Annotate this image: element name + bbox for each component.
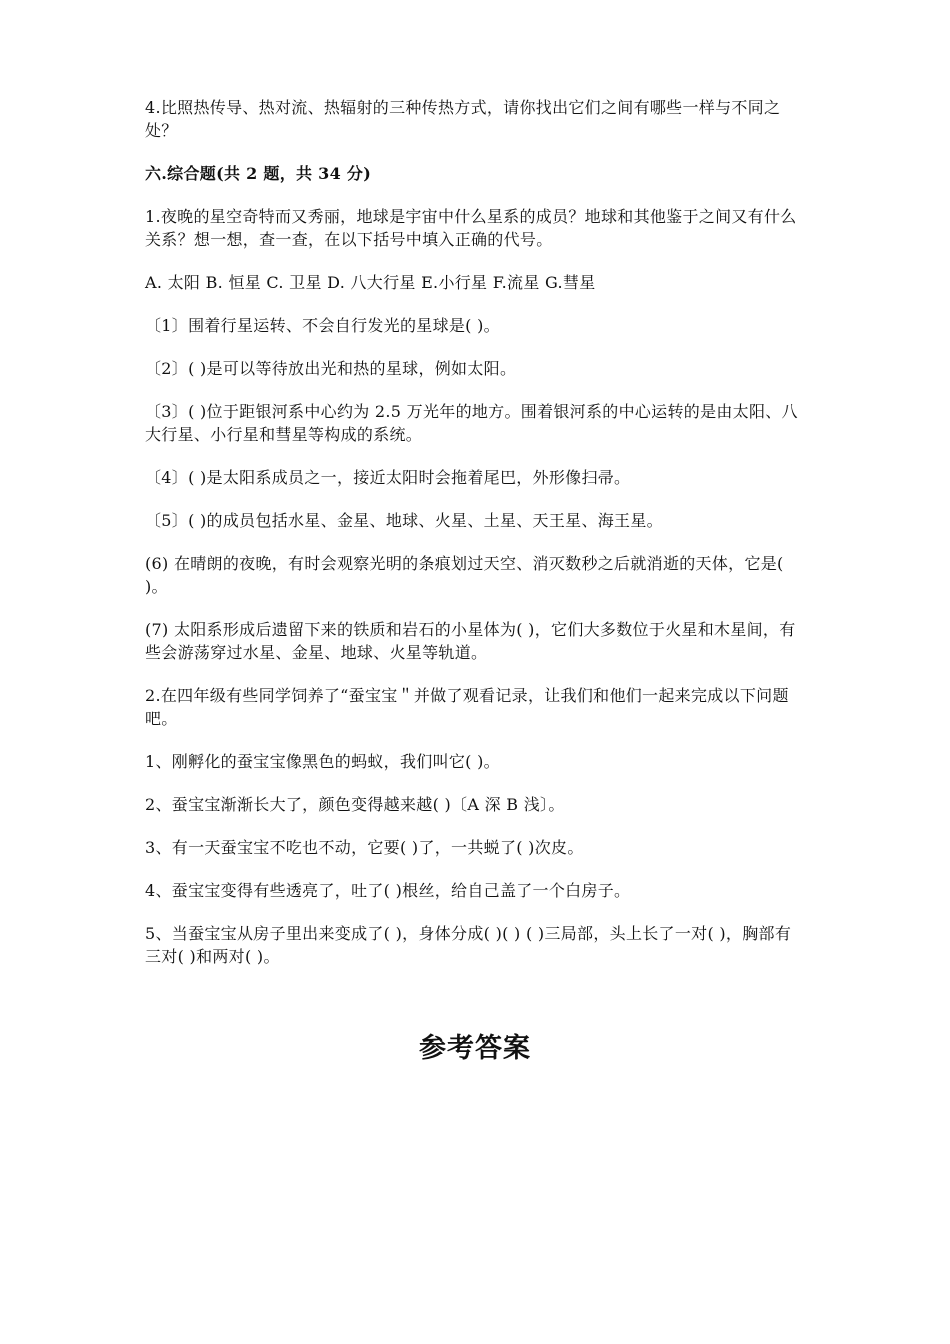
- question-2-item: 2、蚕宝宝渐渐长大了，颜色变得越来越( )〔A 深 B 浅〕。: [145, 795, 565, 814]
- question-1-item: (6) 在晴朗的夜晚，有时会观察光明的条痕划过天空、消灭数秒之后就消逝的天体，它是( )。: [145, 554, 784, 596]
- question-1-item: 〔4〕( )是太阳系成员之一，接近太阳时会拖着尾巴，外形像扫帚。: [145, 468, 631, 487]
- question-1-item: 〔5〕( )的成员包括水星、金星、地球、火星、土星、天王星、海王星。: [145, 511, 663, 530]
- document-body: [145, 96, 805, 988]
- question-2-item: 4、蚕宝宝变得有些透亮了，吐了( )根丝，给自己盖了一个白房子。: [145, 881, 631, 900]
- question-2-item: 1、刚孵化的蚕宝宝像黑色的蚂蚁，我们叫它( )。: [145, 752, 500, 771]
- question-1-intro: 1.夜晚的星空奇特而又秀丽，地球是宇宙中什么星系的成员？地球和其他鉴于之间又有什么关系？想一想，查一查，在以下括号中填入正确的代号。: [145, 207, 797, 249]
- question-2-intro: 2.在四年级有些同学饲养了“蚕宝宝＂并做了观看记录，让我们和他们一起来完成以下问题吧。: [145, 686, 789, 728]
- question-4: 4.比照热传导、热对流、热辐射的三种传热方式，请你找出它们之间有哪些一样与不同之处？: [145, 98, 781, 140]
- section-6-heading: 六.综合题(共 2 题，共 34 分): [145, 164, 372, 183]
- question-2-item: 5、当蚕宝宝从房子里出来变成了( )，身体分成( )( ) ( )三局部，头上长了一对( )，胸部有三对( )和两对( )。: [145, 924, 792, 966]
- question-1-item: 〔3〕( )位于距银河系中心约为 2.5 万光年的地方。围着银河系的中心运转的是由太阳、八大行星、小行星和彗星等构成的系统。: [145, 402, 798, 444]
- question-2-item: 3、有一天蚕宝宝不吃也不动，它要( )了，一共蜕了( )次皮。: [145, 838, 584, 857]
- question-1-item: 〔1〕围着行星运转、不会自行发光的星球是( )。: [145, 316, 500, 335]
- answer-section-title: 参考答案: [419, 1033, 531, 1064]
- question-1-options: A. 太阳 B. 恒星 C. 卫星 D. 八大行星 E.小行星 F.流星 G.彗星: [145, 273, 596, 292]
- question-1-item: 〔2〕( )是可以等待放出光和热的星球，例如太阳。: [145, 359, 517, 378]
- question-1-item: (7) 太阳系形成后遗留下来的铁质和岩石的小星体为( )，它们大多数位于火星和木星间，有些会游荡穿过水星、金星、地球、火星等轨道。: [145, 620, 796, 662]
